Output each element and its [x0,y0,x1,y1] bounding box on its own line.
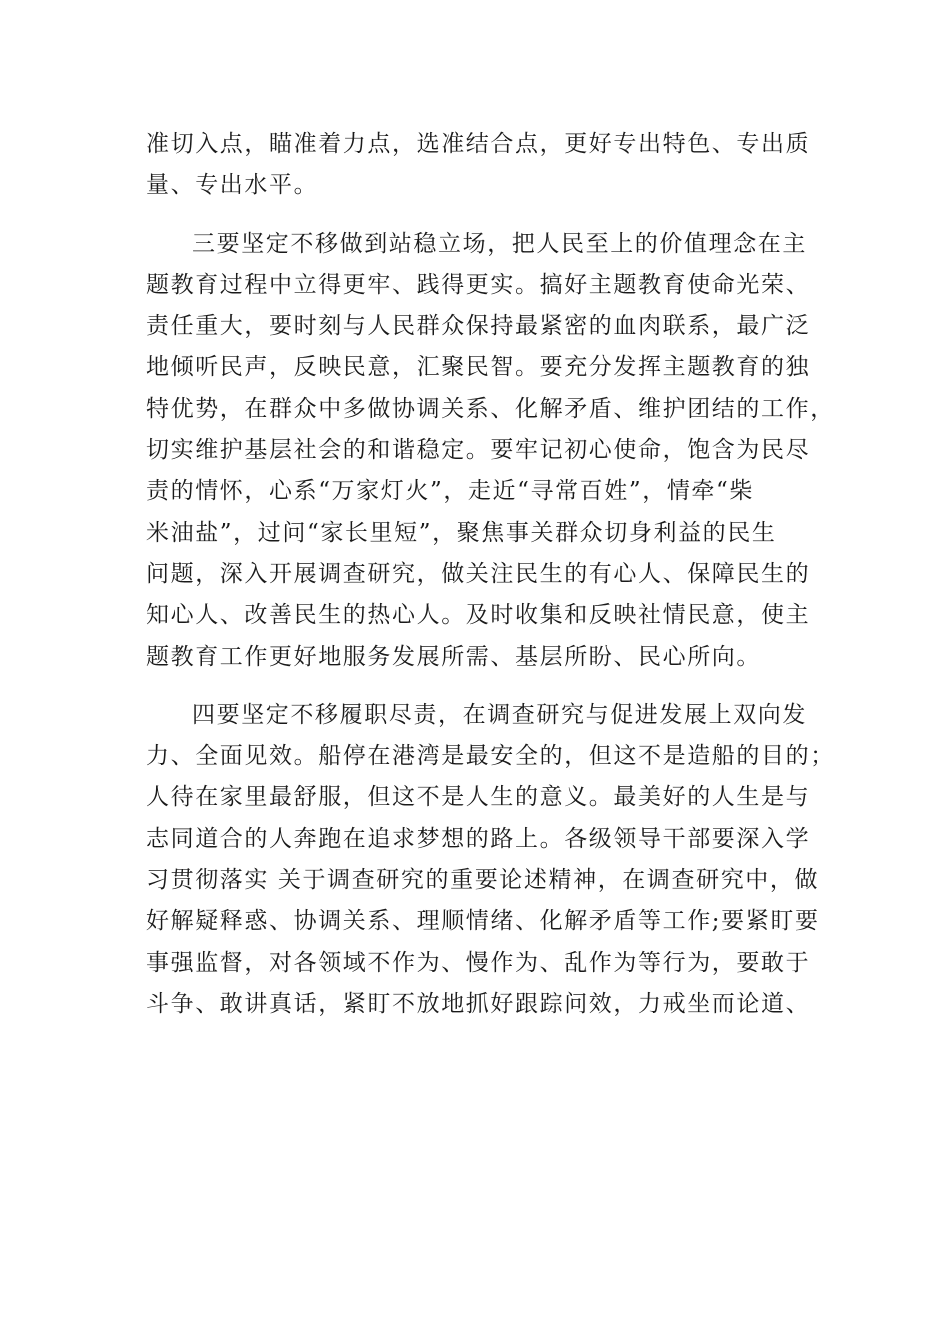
paragraph-2 [146,224,835,678]
text-line: 四要坚定不移履职尽责，在调查研究与促进发展上双向发 [192,701,807,728]
text-line: 米油盐”，过问“家长里短”，聚焦事关群众切身利益的民生 [146,519,777,546]
text-line: 三要坚定不移做到站稳立场，把人民至上的价值理念在主 [192,230,807,257]
text-line: 问题，深入开展调查研究，做关注民生的有心人、保障民生的 [146,560,811,587]
text-line: 事强监督，对各领域不作为、慢作为、乱作为等行为，要敢于 [146,949,811,976]
text-line: 特优势，在群众中多做协调关系、化解矛盾、维护团结的工作， [146,395,835,422]
text-line: 习贯彻落实 关于调查研究的重要论述精神，在调查研究中，做 [146,867,820,894]
text-line: 责的情怀，心系“万家灯火”，走近“寻常百姓”，情牵“柴 [146,478,754,505]
text-line: 人待在家里最舒服，但这不是人生的意义。最美好的人生是与 [146,784,811,811]
text-line: 准切入点，瞄准着力点，选准结合点，更好专出特色、专出质 [146,131,811,157]
text-line: 题教育过程中立得更牢、践得更实。搞好主题教育使命光荣、 [146,271,811,298]
text-line: 知心人、改善民生的热心人。及时收集和反映社情民意，使主 [146,602,811,629]
paragraph-3 [146,695,835,1025]
text-line: 力、全面见效。船停在港湾是最安全的，但这不是造船的目的； [146,743,835,770]
text-line: 地倾听民声，反映民意，汇聚民智。要充分发挥主题教育的独 [146,354,811,381]
paragraph-1 [146,124,811,207]
text-line: 量、专出水平。 [146,172,319,199]
text-line: 切实维护基层社会的和谐稳定。要牢记初心使命，饱含为民尽 [146,437,811,464]
text-line: 责任重大，要时刻与人民群众保持最紧密的血肉联系，最广泛 [146,313,811,340]
text-line: 志同道合的人奔跑在追求梦想的路上。各级领导干部要深入学 [146,825,811,852]
document-page [146,124,835,1025]
text-line: 好解疑释惑、协调关系、理顺情绪、化解矛盾等工作;要紧盯要 [146,908,820,935]
text-line: 题教育工作更好地服务发展所需、基层所盼、民心所向。 [146,643,761,670]
text-line: 斗争、敢讲真话，紧盯不放地抓好跟踪问效，力戒坐而论道、 [146,990,811,1017]
